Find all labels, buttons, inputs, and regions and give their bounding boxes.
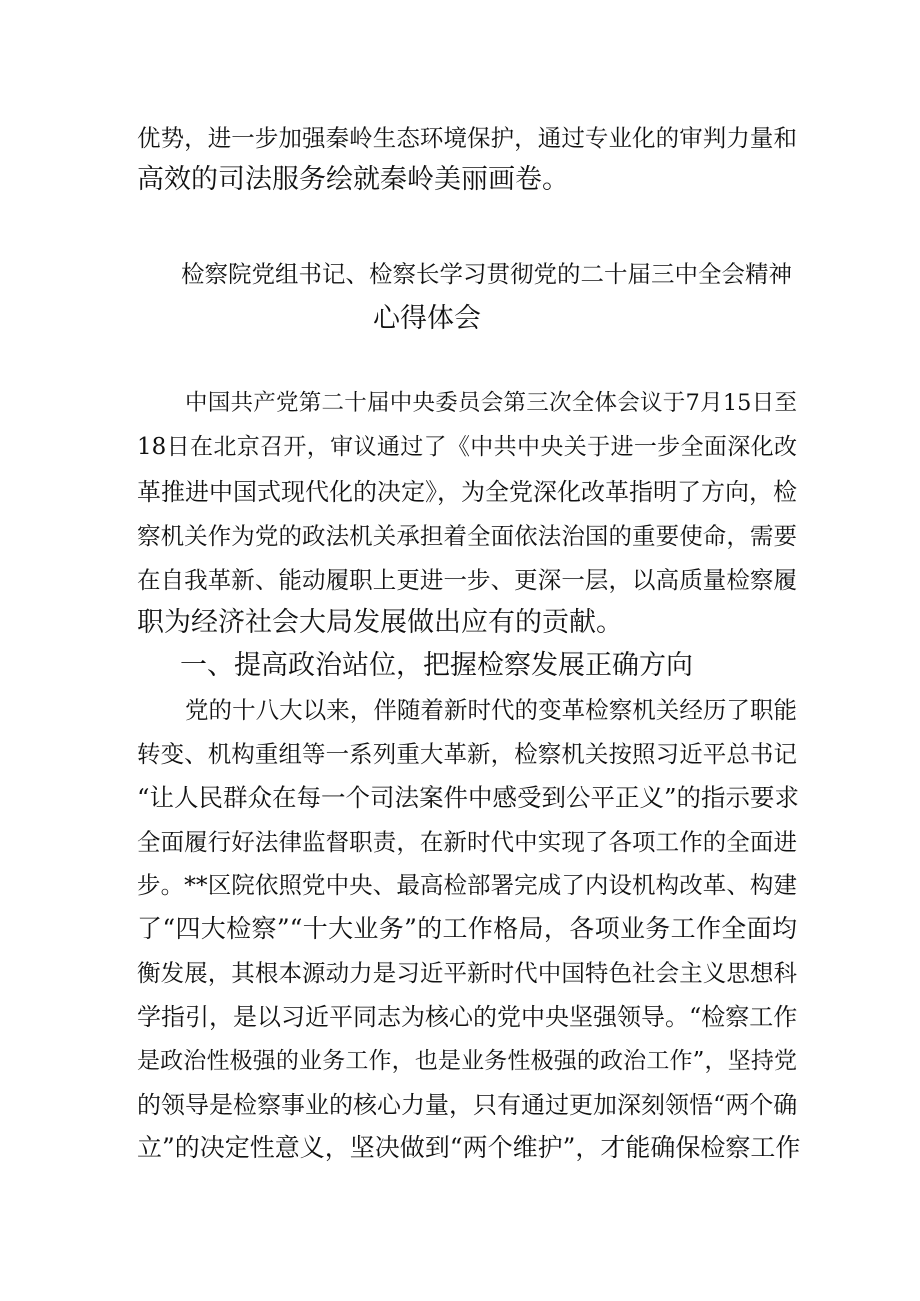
para2-line-3: “让人民群众在每一个司法案件中感受到公平正义”的指示要求 bbox=[137, 783, 800, 812]
para2-line-11: 立”的决定性意义，坚决做到“两个维护”，才能确保检察工作 bbox=[137, 1133, 801, 1162]
intro-line-1: 优势，进一步加强秦岭生态环境保护，通过专业化的审判力量和 bbox=[137, 124, 797, 152]
para1-line-3: 革推进中国式现代化的决定》，为全党深化改革指明了方向，检 bbox=[137, 478, 797, 506]
intro-line-2: 高效的司法服务绘就秦岭美丽画卷。 bbox=[137, 164, 569, 195]
para2-line-2: 转变、机构重组等一系列重大革新，检察机关按照习近平总书记 bbox=[137, 740, 797, 768]
para1-line-2: 18日在北京召开，审议通过了《中共中央关于进一步全面深化改 bbox=[137, 434, 797, 460]
para1-line-6: 职为经济社会大局发展做出应有的贡献。 bbox=[137, 607, 623, 638]
para2-line-1: 党的十八大以来，伴随着新时代的变革检察机关经历了职能 bbox=[185, 696, 797, 724]
para1-line-5: 在自我革新、能动履职上更进一步、更深一层，以高质量检察履 bbox=[137, 566, 797, 594]
article-title-line-2: 心得体会 bbox=[373, 303, 481, 334]
article-title-line-1: 检察院党组书记、检察长学习贯彻党的二十届三中全会精神 bbox=[181, 260, 792, 288]
section-heading-1: 一、提高政治站位，把握检察发展正确方向 bbox=[180, 650, 693, 681]
para2-line-7: 衡发展，其根本源动力是习近平新时代中国特色社会主义思想科 bbox=[137, 959, 797, 987]
para2-line-10: 的领导是检察事业的核心力量，只有通过更加深刻领悟“两个确 bbox=[137, 1091, 798, 1119]
para2-line-5: 步。**区院依照党中央、最高检部署完成了内设机构改革、构建 bbox=[137, 871, 797, 899]
para2-line-8: 学指引，是以习近平同志为核心的党中央坚强领导。“检察工作 bbox=[137, 1003, 798, 1031]
para2-line-4: 全面履行好法律监督职责，在新时代中实现了各项工作的全面进 bbox=[137, 828, 797, 856]
para2-line-9: 是政治性极强的业务工作，也是业务性极强的政治工作”，坚持党 bbox=[137, 1048, 797, 1074]
para2-line-6: 了“四大检察”“十大业务”的工作格局，各项业务工作全面均 bbox=[137, 914, 797, 943]
para1-line-1: 中国共产党第二十届中央委员会第三次全体会议于7月15日至 bbox=[185, 390, 797, 416]
para1-line-4: 察机关作为党的政法机关承担着全面依法治国的重要使命，需要 bbox=[137, 522, 797, 550]
